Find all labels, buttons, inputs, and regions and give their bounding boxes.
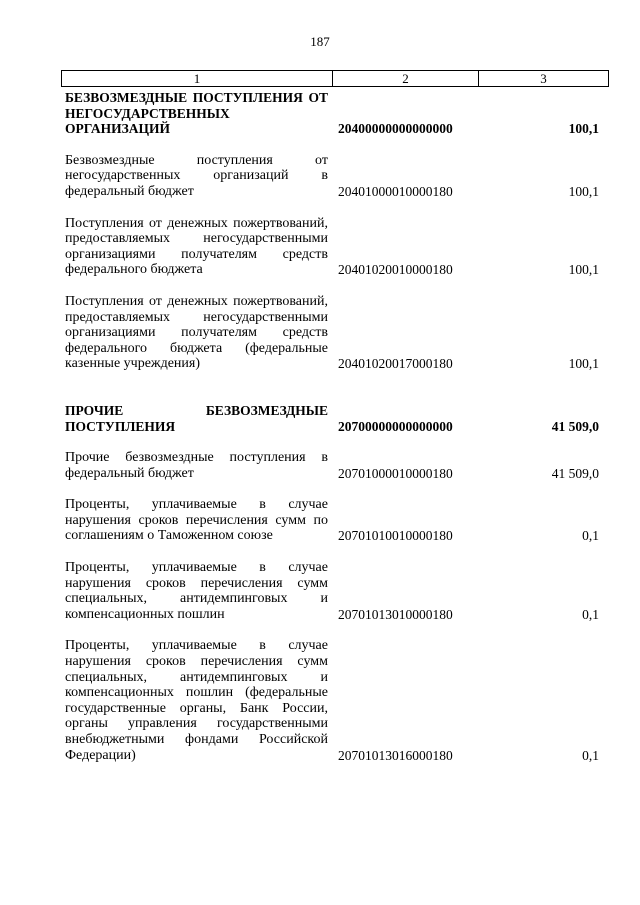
row-name: Проценты, уплачиваемые в случае нарушения сроков перечисления сумм специальных, антидемпинговых и компенсационных пошлин (федеральные государственные органы, Банк России, органы управления государственными внебюджетными фондами Российской Федерации) [65, 638, 328, 763]
row-amount: 0,1 [582, 528, 599, 544]
row-amount: 100,1 [568, 356, 599, 372]
table-row [61, 216, 609, 278]
table-header [61, 70, 609, 87]
header-col-1: 1 [62, 71, 333, 86]
table-row [61, 560, 609, 622]
table-row [61, 497, 609, 544]
row-code: 20701010010000180 [338, 528, 453, 544]
table-row [61, 450, 609, 481]
table-row [61, 90, 609, 137]
table-row [61, 403, 609, 434]
table-row [61, 153, 609, 200]
row-amount: 0,1 [582, 747, 599, 763]
row-code: 20701000010000180 [338, 465, 453, 481]
row-name: Прочие безвозмездные поступления в федеральный бюджет [65, 450, 328, 481]
table-row [61, 638, 609, 763]
row-name: БЕЗВОЗМЕЗДНЫЕ ПОСТУПЛЕНИЯ ОТ НЕГОСУДАРСТВЕННЫХ ОРГАНИЗАЦИЙ [65, 90, 328, 137]
row-code: 20401020017000180 [338, 356, 453, 372]
row-name: Безвозмездные поступления от негосударственных организаций в федеральный бюджет [65, 152, 328, 199]
row-name: Проценты, уплачиваемые в случае нарушения сроков перечисления сумм специальных, антидемпинговых и компенсационных пошлин [65, 560, 328, 622]
row-code: 20401000010000180 [338, 183, 453, 199]
row-amount: 100,1 [568, 183, 599, 199]
row-amount: 100,1 [568, 262, 599, 278]
row-name: Поступления от денежных пожертвований, предоставляемых негосударственными организациями получателям средств федерального бюджета (федеральные казенные учреждения) [65, 293, 328, 372]
header-col-3: 3 [540, 71, 547, 86]
header-col-2: 2 [333, 71, 479, 86]
row-code: 20701013010000180 [338, 606, 453, 622]
table-row [61, 294, 609, 372]
row-amount: 41 509,0 [551, 465, 599, 481]
row-name: Поступления от денежных пожертвований, предоставляемых негосударственными организациями получателям средств федерального бюджета [65, 215, 328, 278]
page-number: 187 [310, 34, 330, 49]
row-amount: 41 509,0 [551, 418, 599, 434]
row-amount: 0,1 [582, 606, 599, 622]
row-name: ПРОЧИЕ БЕЗВОЗМЕЗДНЫЕ ПОСТУПЛЕНИЯ [65, 402, 328, 434]
table-body [61, 88, 609, 763]
row-code: 20400000000000000 [338, 121, 453, 137]
row-code: 20700000000000000 [338, 418, 453, 434]
row-code: 20401020010000180 [338, 262, 453, 278]
row-amount: 100,1 [568, 121, 599, 137]
row-name: Проценты, уплачиваемые в случае нарушения сроков перечисления сумм по соглашениям о Таможенном союзе [65, 497, 328, 544]
row-code: 20701013016000180 [338, 747, 453, 763]
